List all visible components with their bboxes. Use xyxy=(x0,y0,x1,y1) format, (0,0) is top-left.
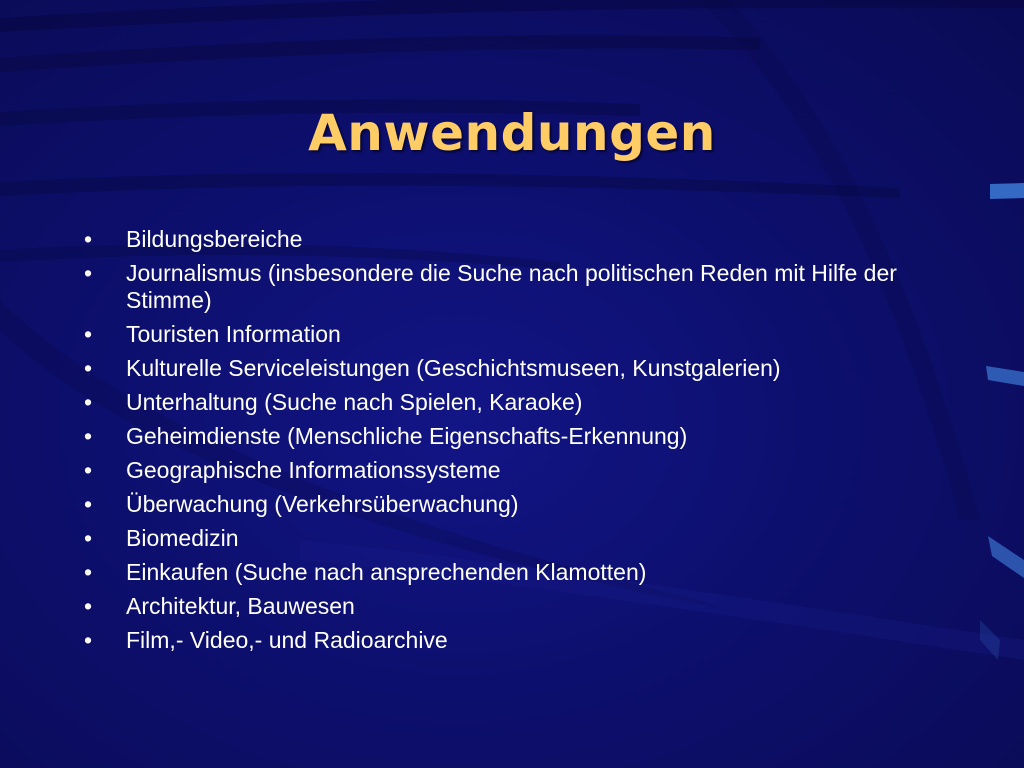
list-item xyxy=(84,491,904,518)
slide-title: Anwendungen xyxy=(308,104,716,162)
bullet-icon: • xyxy=(84,321,93,347)
list-item-text: Überwachung (Verkehrsüberwachung) xyxy=(126,491,519,517)
bullet-list xyxy=(84,226,904,661)
list-item xyxy=(84,226,904,253)
list-item-text: Geheimdienste (Menschliche Eigenschafts-Erkennung) xyxy=(126,423,688,449)
list-item xyxy=(84,593,904,620)
list-item-text: Einkaufen (Suche nach ansprechenden Klamotten) xyxy=(126,559,647,585)
list-item-text: Bildungsbereiche xyxy=(126,226,303,252)
list-item-text: Unterhaltung (Suche nach Spielen, Karaoke) xyxy=(126,389,583,415)
bullet-icon: • xyxy=(84,491,93,517)
list-item-text: Architektur, Bauwesen xyxy=(126,593,355,619)
list-item xyxy=(84,321,904,348)
list-item-text: Journalismus (insbesondere die Suche nach politischen Reden mit Hilfe der Stimme) xyxy=(126,260,897,313)
list-item xyxy=(84,355,904,382)
list-item xyxy=(84,457,904,484)
list-item-text: Kulturelle Serviceleistungen (Geschichtsmuseen, Kunstgalerien) xyxy=(126,355,781,381)
bullet-icon: • xyxy=(84,423,93,449)
list-item xyxy=(84,525,904,552)
list-item-text: Film,- Video,- und Radioarchive xyxy=(126,627,448,653)
list-item-text: Geographische Informationssysteme xyxy=(126,457,501,483)
list-item-text: Biomedizin xyxy=(126,525,239,551)
list-item xyxy=(84,389,904,416)
bullet-icon: • xyxy=(84,525,93,551)
bullet-icon: • xyxy=(84,559,93,585)
list-item xyxy=(84,423,904,450)
bullet-icon: • xyxy=(84,226,93,252)
list-item xyxy=(84,559,904,586)
bullet-icon: • xyxy=(84,355,93,381)
bullet-icon: • xyxy=(84,457,93,483)
bullet-icon: • xyxy=(84,627,93,653)
list-item-text: Touristen Information xyxy=(126,321,341,347)
bullet-icon: • xyxy=(84,260,93,286)
list-item xyxy=(84,627,904,654)
bullet-icon: • xyxy=(84,593,93,619)
bullet-icon: • xyxy=(84,389,93,415)
list-item xyxy=(84,260,904,314)
